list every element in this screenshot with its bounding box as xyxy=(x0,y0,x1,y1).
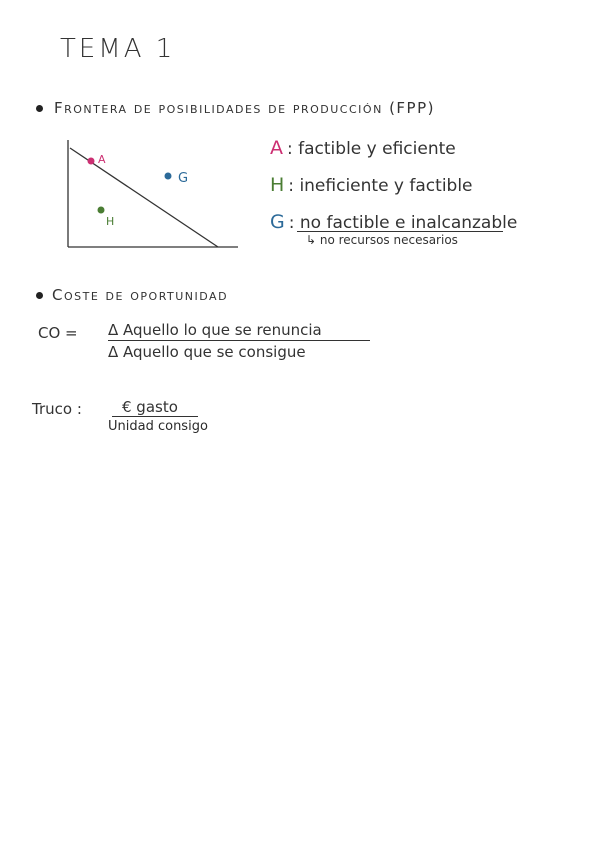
point-h-label: H xyxy=(106,215,115,228)
point-h-marker xyxy=(98,207,105,214)
legend-letter-h: H xyxy=(270,174,285,196)
bullet-point xyxy=(36,292,43,299)
legend-letter-a: A xyxy=(270,137,283,159)
truco-fraction-bar xyxy=(112,416,198,417)
formula-label: CO = xyxy=(38,324,78,342)
truco-denominator: Unidad consigo xyxy=(108,419,208,434)
section-heading-fpp: Frontera de posibilidades de producción (FPP) xyxy=(54,99,435,117)
legend-row-h xyxy=(270,174,473,196)
fpp-graph xyxy=(60,130,245,255)
truco-numerator: € gasto xyxy=(122,398,178,416)
formula-fraction-bar xyxy=(108,340,370,341)
legend-row-g xyxy=(270,211,517,233)
point-a-marker xyxy=(88,158,95,165)
legend-text-g: no factible e inalcanzable xyxy=(299,213,518,233)
formula-denominator: Δ Aquello que se consigue xyxy=(108,343,306,361)
legend-text-h: ineficiente y factible xyxy=(299,176,473,196)
legend-sep: : xyxy=(287,139,293,159)
formula-numerator: Δ Aquello lo que se renuncia xyxy=(108,321,322,339)
section-heading-coste: Coste de oportunidad xyxy=(52,286,229,304)
legend-note: ↳ no recursos necesarios xyxy=(306,233,458,247)
bullet-point xyxy=(36,105,43,112)
point-a-label: A xyxy=(98,153,106,166)
legend-letter-g: G xyxy=(270,211,285,233)
truco-label: Truco : xyxy=(32,400,82,418)
page-title: TEMA 1 xyxy=(60,34,176,64)
point-g-marker xyxy=(165,173,172,180)
legend-row-a xyxy=(270,137,456,159)
legend-sep: : xyxy=(288,176,295,196)
legend-sep: : xyxy=(288,213,295,233)
legend-text-a: factible y eficiente xyxy=(298,139,456,159)
point-g-label: G xyxy=(178,171,189,186)
legend-underline xyxy=(297,231,503,232)
